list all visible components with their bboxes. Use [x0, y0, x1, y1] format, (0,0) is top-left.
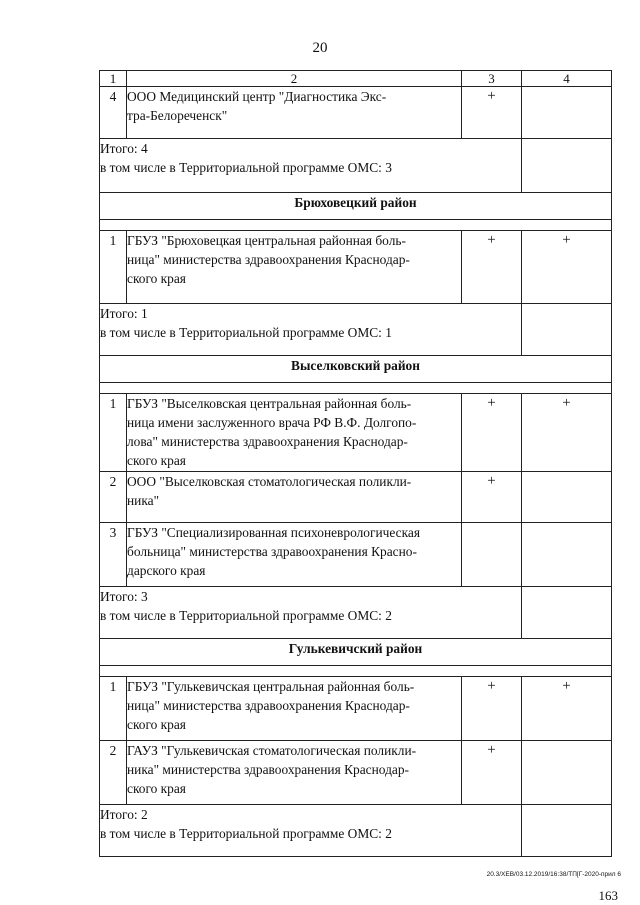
- table-row: [100, 741, 612, 805]
- total-text: Итого: 2 в том числе в Территориальной программе ОМС: 2: [100, 805, 522, 857]
- page-number: 20: [312, 40, 328, 56]
- organization-name: ГАУЗ "Гулькевичская стоматологическая поликли- ника" министерства здравоохранения Краснодар- ского края: [127, 741, 462, 805]
- district-header-row: [100, 193, 612, 220]
- empty-cell: [522, 805, 612, 857]
- medical-organizations-table: [99, 70, 612, 857]
- mark-col4: +: [522, 231, 612, 304]
- spacer-cell: [100, 220, 612, 231]
- mark-col3: +: [462, 472, 522, 523]
- empty-cell: [522, 304, 612, 356]
- organization-name: ГБУЗ "Выселковская центральная районная боль- ница имени заслуженного врача РФ В.Ф. Долгопо- лова" министерства здравоохранения Краснодар- ского края: [127, 394, 462, 472]
- row-number: 1: [100, 677, 127, 741]
- table-row: [100, 394, 612, 472]
- row-number: 1: [100, 231, 127, 304]
- organization-name: ГБУЗ "Специализированная психоневрологическая больница" министерства здравоохранения Красно- дарского края: [127, 523, 462, 587]
- spacer-cell: [100, 383, 612, 394]
- table-row: [100, 677, 612, 741]
- column-number-row: [100, 71, 612, 87]
- empty-cell: [522, 139, 612, 193]
- organization-name: ООО Медицинский центр "Диагностика Экс- тра-Белореченск": [127, 87, 462, 139]
- district-header-row: [100, 356, 612, 383]
- organization-name: ГБУЗ "Гулькевичская центральная районная боль- ница" министерства здравоохранения Краснодар- ского края: [127, 677, 462, 741]
- mark-col3: +: [462, 87, 522, 139]
- spacer-row: [100, 666, 612, 677]
- sheet-number: 163: [598, 888, 618, 903]
- empty-cell: [522, 587, 612, 639]
- table-row: [100, 231, 612, 304]
- column-number: 1: [100, 71, 127, 87]
- footer-note: 20.3/ХЕВ/03.12.2019/16:38/ТП[Г-2020-прил 6: [486, 871, 621, 878]
- mark-col4: [522, 741, 612, 805]
- district-title: Выселковский район: [100, 356, 612, 383]
- mark-col3: +: [462, 741, 522, 805]
- organization-name: ООО "Выселковская стоматологическая поликли- ника": [127, 472, 462, 523]
- mark-col4: [522, 523, 612, 587]
- column-number: 3: [462, 71, 522, 87]
- spacer-row: [100, 383, 612, 394]
- total-text: Итого: 3 в том числе в Территориальной программе ОМС: 2: [100, 587, 522, 639]
- row-number: 1: [100, 394, 127, 472]
- mark-col3: +: [462, 394, 522, 472]
- row-number: 2: [100, 472, 127, 523]
- district-title: Брюховецкий район: [100, 193, 612, 220]
- table-row: [100, 472, 612, 523]
- row-number: 4: [100, 87, 127, 139]
- total-text: Итого: 1 в том числе в Территориальной программе ОМС: 1: [100, 304, 522, 356]
- table-row: [100, 87, 612, 139]
- mark-col3: +: [462, 231, 522, 304]
- total-row: [100, 139, 612, 193]
- total-row: [100, 587, 612, 639]
- mark-col4: [522, 472, 612, 523]
- table-row: [100, 523, 612, 587]
- total-row: [100, 304, 612, 356]
- district-title: Гулькевичский район: [100, 639, 612, 666]
- spacer-row: [100, 220, 612, 231]
- total-row: [100, 805, 612, 857]
- row-number: 3: [100, 523, 127, 587]
- column-number: 4: [522, 71, 612, 87]
- spacer-cell: [100, 666, 612, 677]
- total-text: Итого: 4 в том числе в Территориальной программе ОМС: 3: [100, 139, 522, 193]
- column-number: 2: [127, 71, 462, 87]
- organization-name: ГБУЗ "Брюховецкая центральная районная боль- ница" министерства здравоохранения Краснодар- ского края: [127, 231, 462, 304]
- mark-col4: +: [522, 394, 612, 472]
- mark-col4: +: [522, 677, 612, 741]
- mark-col3: +: [462, 677, 522, 741]
- district-header-row: [100, 639, 612, 666]
- mark-col3: [462, 523, 522, 587]
- mark-col4: [522, 87, 612, 139]
- row-number: 2: [100, 741, 127, 805]
